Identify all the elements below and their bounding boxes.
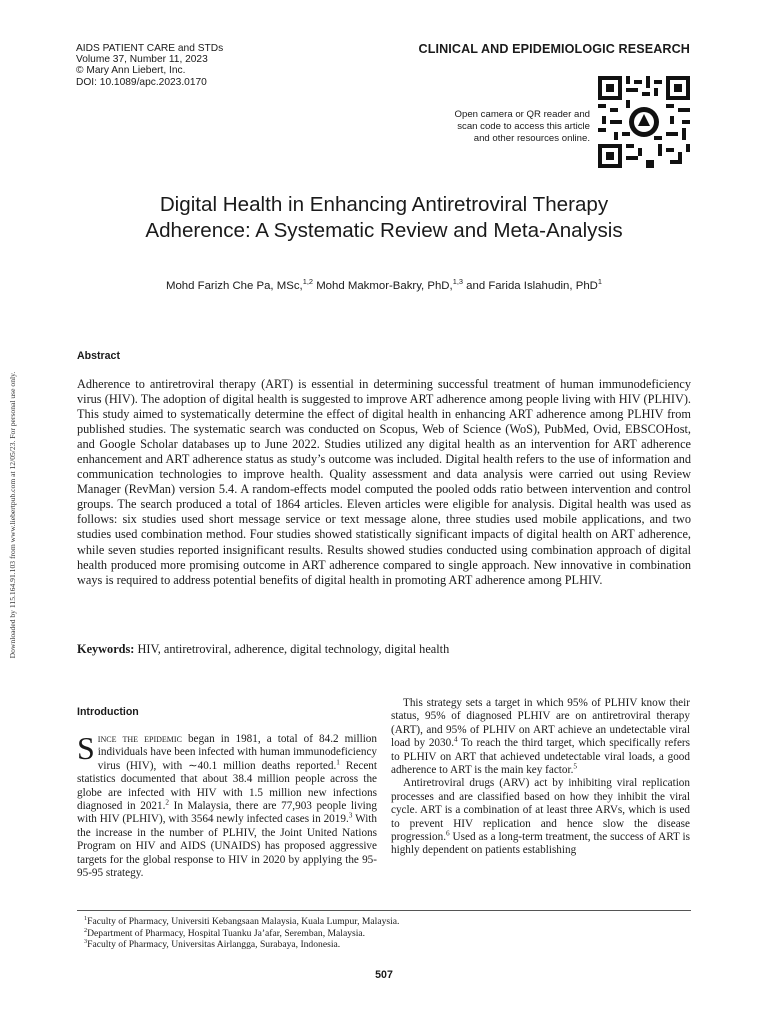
footnote-text: Department of Pharmacy, Hospital Tuanku Ja’afar, Seremban, Malaysia. bbox=[87, 927, 366, 939]
qr-text-line: and other resources online. bbox=[473, 133, 590, 145]
text-run: Antiretroviral drugs (ARV) act by inhibiting viral replication processes and are classified based on how they inhibit the viral cycle. ART is a combination of at least three ARVs, which is used to prevent HIV replication and hence slow the disease progression. bbox=[391, 777, 690, 844]
text-run: began in 1981, a total of 84.2 million individuals have been infected with human immunodeficiency virus (HIV), with ∼40.1 million deaths reported. bbox=[97, 733, 377, 772]
text-run: Used as a long-term treatment, the success of ART is highly dependent on patients establishing bbox=[391, 831, 690, 857]
reference-6[interactable]: 6 bbox=[446, 829, 450, 838]
reference-4[interactable]: 4 bbox=[454, 735, 458, 744]
introduction-heading: Introduction bbox=[77, 706, 139, 718]
footnote-text: Faculty of Pharmacy, Universitas Airlangga, Surabaya, Indonesia. bbox=[87, 939, 341, 951]
qr-instructions bbox=[420, 109, 590, 146]
abstract-heading: Abstract bbox=[77, 350, 120, 362]
reference-3[interactable]: 3 bbox=[348, 811, 353, 820]
keywords-label: Keywords: bbox=[77, 642, 135, 656]
journal-doi: DOI: 10.1089/apc.2023.0170 bbox=[76, 76, 207, 88]
title-line: Digital Health in Enhancing Antiretroviral Therapy bbox=[159, 193, 609, 216]
text-run: Recent statistics documented that about 38.4 million people across the globe are infected with HIV with 1.5 million new infections diagnosed in 2021. bbox=[77, 759, 377, 813]
footnote-divider bbox=[77, 910, 691, 911]
author-name: and Farida Islahudin, PhD bbox=[466, 280, 598, 292]
article-title bbox=[60, 192, 708, 244]
section-label: CLINICAL AND EPIDEMIOLOGIC RESEARCH bbox=[418, 42, 690, 56]
author-affiliation: 1,2 bbox=[302, 277, 314, 287]
column-right bbox=[391, 697, 690, 858]
reference-5[interactable]: 5 bbox=[573, 762, 578, 771]
qr-text-line: Open camera or QR reader and bbox=[454, 109, 590, 120]
footnote-text: Faculty of Pharmacy, Universiti Kebangsaan Malaysia, Kuala Lumpur, Malaysia. bbox=[87, 916, 400, 927]
qr-text-line: scan code to access this article bbox=[457, 121, 590, 133]
journal-metadata bbox=[76, 43, 223, 88]
author-affiliation: 1,3 bbox=[452, 277, 463, 287]
text-run: This strategy sets a target in which 95% of PLHIV know their status, 95% of diagnosed PLHIV are on antiretroviral therapy (ART), and 95% of PLHIV on ART achieve an undetectable viral load by 2030. bbox=[391, 697, 690, 750]
affiliations-footnotes bbox=[84, 916, 399, 951]
footnote-number: 2 bbox=[84, 926, 88, 934]
page-number: 507 bbox=[375, 969, 393, 981]
footnote bbox=[84, 928, 399, 940]
journal-volume: Volume 37, Number 11, 2023 bbox=[76, 54, 208, 66]
drop-cap: S bbox=[77, 730, 95, 766]
keywords-text: HIV, antiretroviral, adherence, digital technology, digital health bbox=[137, 642, 450, 656]
paragraph bbox=[391, 777, 690, 857]
keywords bbox=[77, 642, 691, 657]
title-line: Adherence: A Systematic Review and Meta-Analysis bbox=[145, 219, 623, 242]
qr-code-icon[interactable] bbox=[598, 76, 690, 168]
reference-2[interactable]: 2 bbox=[165, 798, 170, 807]
text-run: With the increase in the number of PLHIV, the Joint United Nations Program on HIV and AIDS (UNAIDS) has proposed aggressive targets for the global response to HIV in 2020 by applying the 95-95-95 strategy. bbox=[77, 813, 378, 880]
paragraph bbox=[77, 730, 378, 880]
author-list bbox=[60, 277, 708, 292]
abstract-text: Adherence to antiretroviral therapy (ART) is essential in determining successful treatment of human immunodeficiency virus (HIV). The adoption of digital health is suggested to improve ART adherence among people living with HIV (PLHIV). This study aimed to systematically determine the effect of digital health in enhancing ART adherence among PLHIV from published studies. The systematic search was conducted on Scopus, Web of Science (WoS), PubMed, Ovid, EBSCOHost, and Google Scholar databases up to June 2022. Studies utilized any digital health as an intervention for ART adherence enhancement and ART adherence status as study’s outcome was included. Digital health refers to the use of information and communication technologies to improve health. Quality assessment and data analysis were carried out using Review Manager (RevMan) version 5.4. A random-effects model computed the pooled odds ratio between intervention and control groups. The search produced a total of 1864 articles. Eleven articles were eligible for analysis. Digital health was used as follows: six studies used short message service or text message alone, three studies used mobile applications, and two studies used combination method. Four studies showed statistically significant impacts of digital health on ART adherence, while seven studies reported insignificant results. Results showed studies conducted using combination approach of digital health produced more promising outcome in ART adherence compared to single approach. New innovative in combination ways is required to address potential benefits of digital health in promoting ART adherence among PLHIV. bbox=[77, 377, 691, 587]
text-run: To reach the third target, which specifically refers to PLHIV on ART that achieved undetectable viral loads, a good adherence to ART is the main key factor. bbox=[391, 737, 690, 777]
author-name: Mohd Makmor-Bakry, PhD, bbox=[316, 280, 453, 292]
author-name: Mohd Farizh Che Pa, MSc, bbox=[165, 280, 303, 292]
column-left bbox=[77, 730, 378, 880]
text-run: In Malaysia, there are 77,903 people living with HIV (PLHIV), with 3564 newly infected cases in 2019. bbox=[77, 800, 377, 826]
download-notice: Downloaded by 115.164.91.103 from www.liebertpub.com at 12/05/23. For personal use only. bbox=[8, 371, 17, 659]
journal-name: AIDS PATIENT CARE and STDs bbox=[76, 43, 224, 54]
reference-1[interactable]: 1 bbox=[336, 758, 340, 767]
paragraph bbox=[391, 697, 690, 777]
journal-copyright: © Mary Ann Liebert, Inc. bbox=[76, 65, 186, 77]
small-caps-lead: ince the epidemic bbox=[97, 733, 182, 745]
footnote bbox=[84, 916, 399, 928]
author-affiliation: 1 bbox=[597, 277, 603, 287]
footnote bbox=[84, 939, 399, 951]
footnote-number: 1 bbox=[84, 914, 88, 922]
footnote-number: 3 bbox=[84, 938, 88, 945]
